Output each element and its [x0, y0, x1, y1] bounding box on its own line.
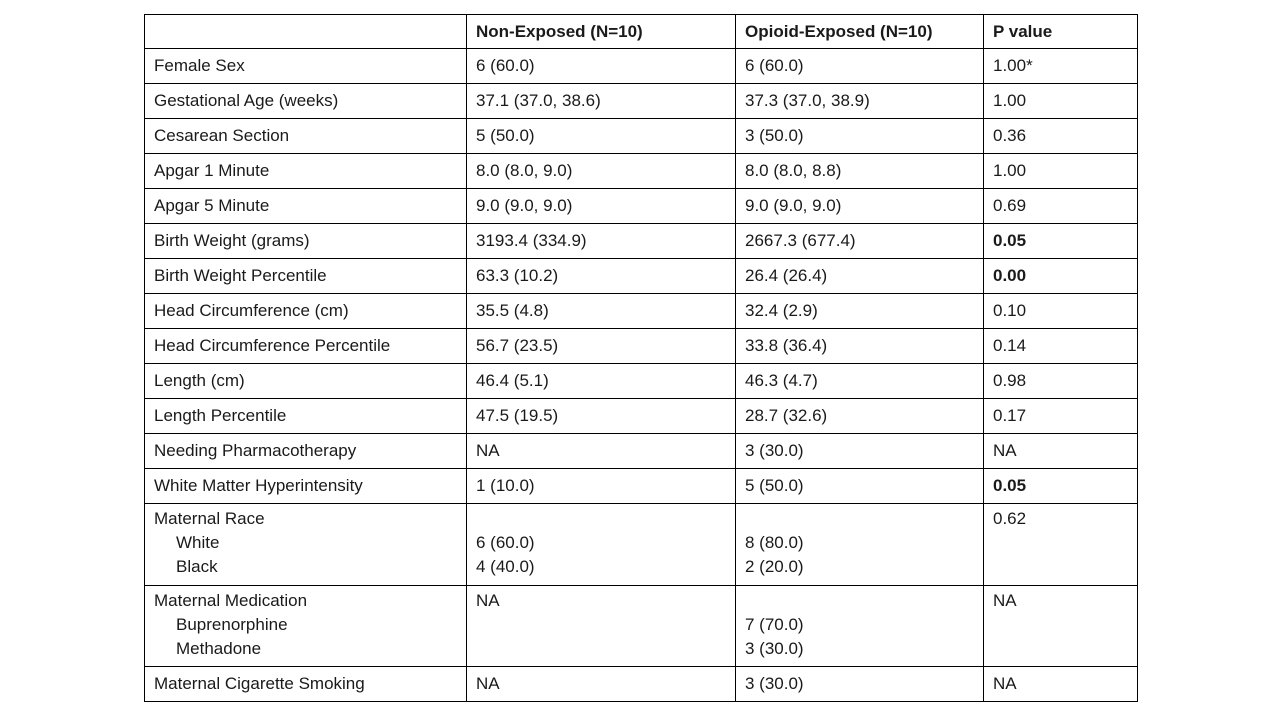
row-label: Birth Weight (grams) — [145, 224, 467, 259]
table-row — [145, 399, 1138, 434]
non-exposed-value — [476, 613, 726, 637]
row-label: Length Percentile — [145, 399, 467, 434]
sub-label: Methadone — [176, 639, 262, 658]
p-value: 0.05 — [984, 224, 1138, 259]
opioid-exposed-cell — [736, 586, 984, 667]
non-exposed-value: 5 (50.0) — [467, 119, 736, 154]
non-exposed-value: 3193.4 (334.9) — [467, 224, 736, 259]
opioid-exposed-value — [745, 589, 974, 613]
p-value: 0.17 — [984, 399, 1138, 434]
row-label: Head Circumference (cm) — [145, 294, 467, 329]
opioid-exposed-value — [745, 507, 974, 531]
non-exposed-value: 9.0 (9.0, 9.0) — [467, 189, 736, 224]
non-exposed-value: 63.3 (10.2) — [467, 259, 736, 294]
table-row — [145, 329, 1138, 364]
row-label: Needing Pharmacotherapy — [145, 434, 467, 469]
p-value: 0.14 — [984, 329, 1138, 364]
demographics-table — [144, 14, 1138, 702]
p-value: 0.69 — [984, 189, 1138, 224]
opioid-exposed-cell — [736, 504, 984, 586]
row-label: Gestational Age (weeks) — [145, 84, 467, 119]
sub-label: Buprenorphine — [176, 615, 288, 634]
non-exposed-value — [476, 637, 726, 661]
row-label: Birth Weight Percentile — [145, 259, 467, 294]
row-label: White Matter Hyperintensity — [145, 469, 467, 504]
p-value-cell — [984, 504, 1138, 586]
p-value: 0.00 — [984, 259, 1138, 294]
p-value: 0.10 — [984, 294, 1138, 329]
table-row — [145, 469, 1138, 504]
non-exposed-value: 35.5 (4.8) — [467, 294, 736, 329]
sub-label: Black — [176, 557, 218, 576]
row-label: Maternal Medication — [154, 591, 308, 610]
header-p-value: P value — [984, 15, 1138, 49]
table-row — [145, 434, 1138, 469]
non-exposed-value: 1 (10.0) — [467, 469, 736, 504]
row-label: Maternal Cigarette Smoking — [145, 667, 467, 702]
table-row — [145, 259, 1138, 294]
header-cell-empty — [145, 15, 467, 49]
opioid-exposed-value: 28.7 (32.6) — [736, 399, 984, 434]
non-exposed-value: NA — [476, 591, 500, 610]
opioid-exposed-value: 37.3 (37.0, 38.9) — [736, 84, 984, 119]
table-row — [145, 504, 1138, 586]
p-value: 0.62 — [993, 509, 1027, 528]
p-value: 1.00 — [984, 84, 1138, 119]
p-value: NA — [984, 434, 1138, 469]
table-row — [145, 224, 1138, 259]
opioid-exposed-value: 9.0 (9.0, 9.0) — [736, 189, 984, 224]
row-label: Maternal Race — [154, 509, 265, 528]
p-value: 1.00* — [984, 49, 1138, 84]
opioid-exposed-value: 8.0 (8.0, 8.8) — [736, 154, 984, 189]
p-value: NA — [984, 667, 1138, 702]
opioid-exposed-value: 3 (30.0) — [736, 667, 984, 702]
opioid-exposed-value: 2667.3 (677.4) — [736, 224, 984, 259]
p-value: 1.00 — [984, 154, 1138, 189]
opioid-exposed-value: 3 (50.0) — [736, 119, 984, 154]
non-exposed-cell — [467, 586, 736, 667]
opioid-exposed-value: 3 (30.0) — [736, 434, 984, 469]
p-value: NA — [993, 591, 1017, 610]
row-label-cell — [145, 504, 467, 586]
p-value-cell — [984, 586, 1138, 667]
opioid-exposed-value: 7 (70.0) — [745, 615, 804, 634]
non-exposed-value — [476, 507, 726, 531]
table-row — [145, 667, 1138, 702]
p-value: 0.36 — [984, 119, 1138, 154]
non-exposed-value: 37.1 (37.0, 38.6) — [467, 84, 736, 119]
opioid-exposed-value: 2 (20.0) — [745, 557, 804, 576]
opioid-exposed-value: 5 (50.0) — [736, 469, 984, 504]
opioid-exposed-value: 33.8 (36.4) — [736, 329, 984, 364]
non-exposed-value: 47.5 (19.5) — [467, 399, 736, 434]
row-label: Apgar 1 Minute — [145, 154, 467, 189]
opioid-exposed-value: 8 (80.0) — [745, 533, 804, 552]
table-row — [145, 294, 1138, 329]
table-row — [145, 364, 1138, 399]
table-row — [145, 586, 1138, 667]
row-label: Female Sex — [145, 49, 467, 84]
sub-label: White — [176, 533, 220, 552]
table-row — [145, 189, 1138, 224]
non-exposed-value: 6 (60.0) — [476, 533, 535, 552]
opioid-exposed-value: 32.4 (2.9) — [736, 294, 984, 329]
p-value: 0.98 — [984, 364, 1138, 399]
opioid-exposed-value: 6 (60.0) — [736, 49, 984, 84]
non-exposed-value: 4 (40.0) — [476, 557, 535, 576]
header-non-exposed: Non-Exposed (N=10) — [467, 15, 736, 49]
header-opioid-exposed: Opioid-Exposed (N=10) — [736, 15, 984, 49]
header-row — [145, 15, 1138, 49]
opioid-exposed-value: 26.4 (26.4) — [736, 259, 984, 294]
non-exposed-value: 8.0 (8.0, 9.0) — [467, 154, 736, 189]
opioid-exposed-value: 3 (30.0) — [745, 639, 804, 658]
non-exposed-value: NA — [467, 667, 736, 702]
row-label: Length (cm) — [145, 364, 467, 399]
non-exposed-value: 56.7 (23.5) — [467, 329, 736, 364]
non-exposed-cell — [467, 504, 736, 586]
opioid-exposed-value: 46.3 (4.7) — [736, 364, 984, 399]
row-label: Apgar 5 Minute — [145, 189, 467, 224]
table-row — [145, 49, 1138, 84]
row-label-cell — [145, 586, 467, 667]
p-value: 0.05 — [984, 469, 1138, 504]
table-row — [145, 119, 1138, 154]
non-exposed-value: 46.4 (5.1) — [467, 364, 736, 399]
row-label: Cesarean Section — [145, 119, 467, 154]
table-row — [145, 154, 1138, 189]
table-row — [145, 84, 1138, 119]
non-exposed-value: 6 (60.0) — [467, 49, 736, 84]
row-label: Head Circumference Percentile — [145, 329, 467, 364]
non-exposed-value: NA — [467, 434, 736, 469]
